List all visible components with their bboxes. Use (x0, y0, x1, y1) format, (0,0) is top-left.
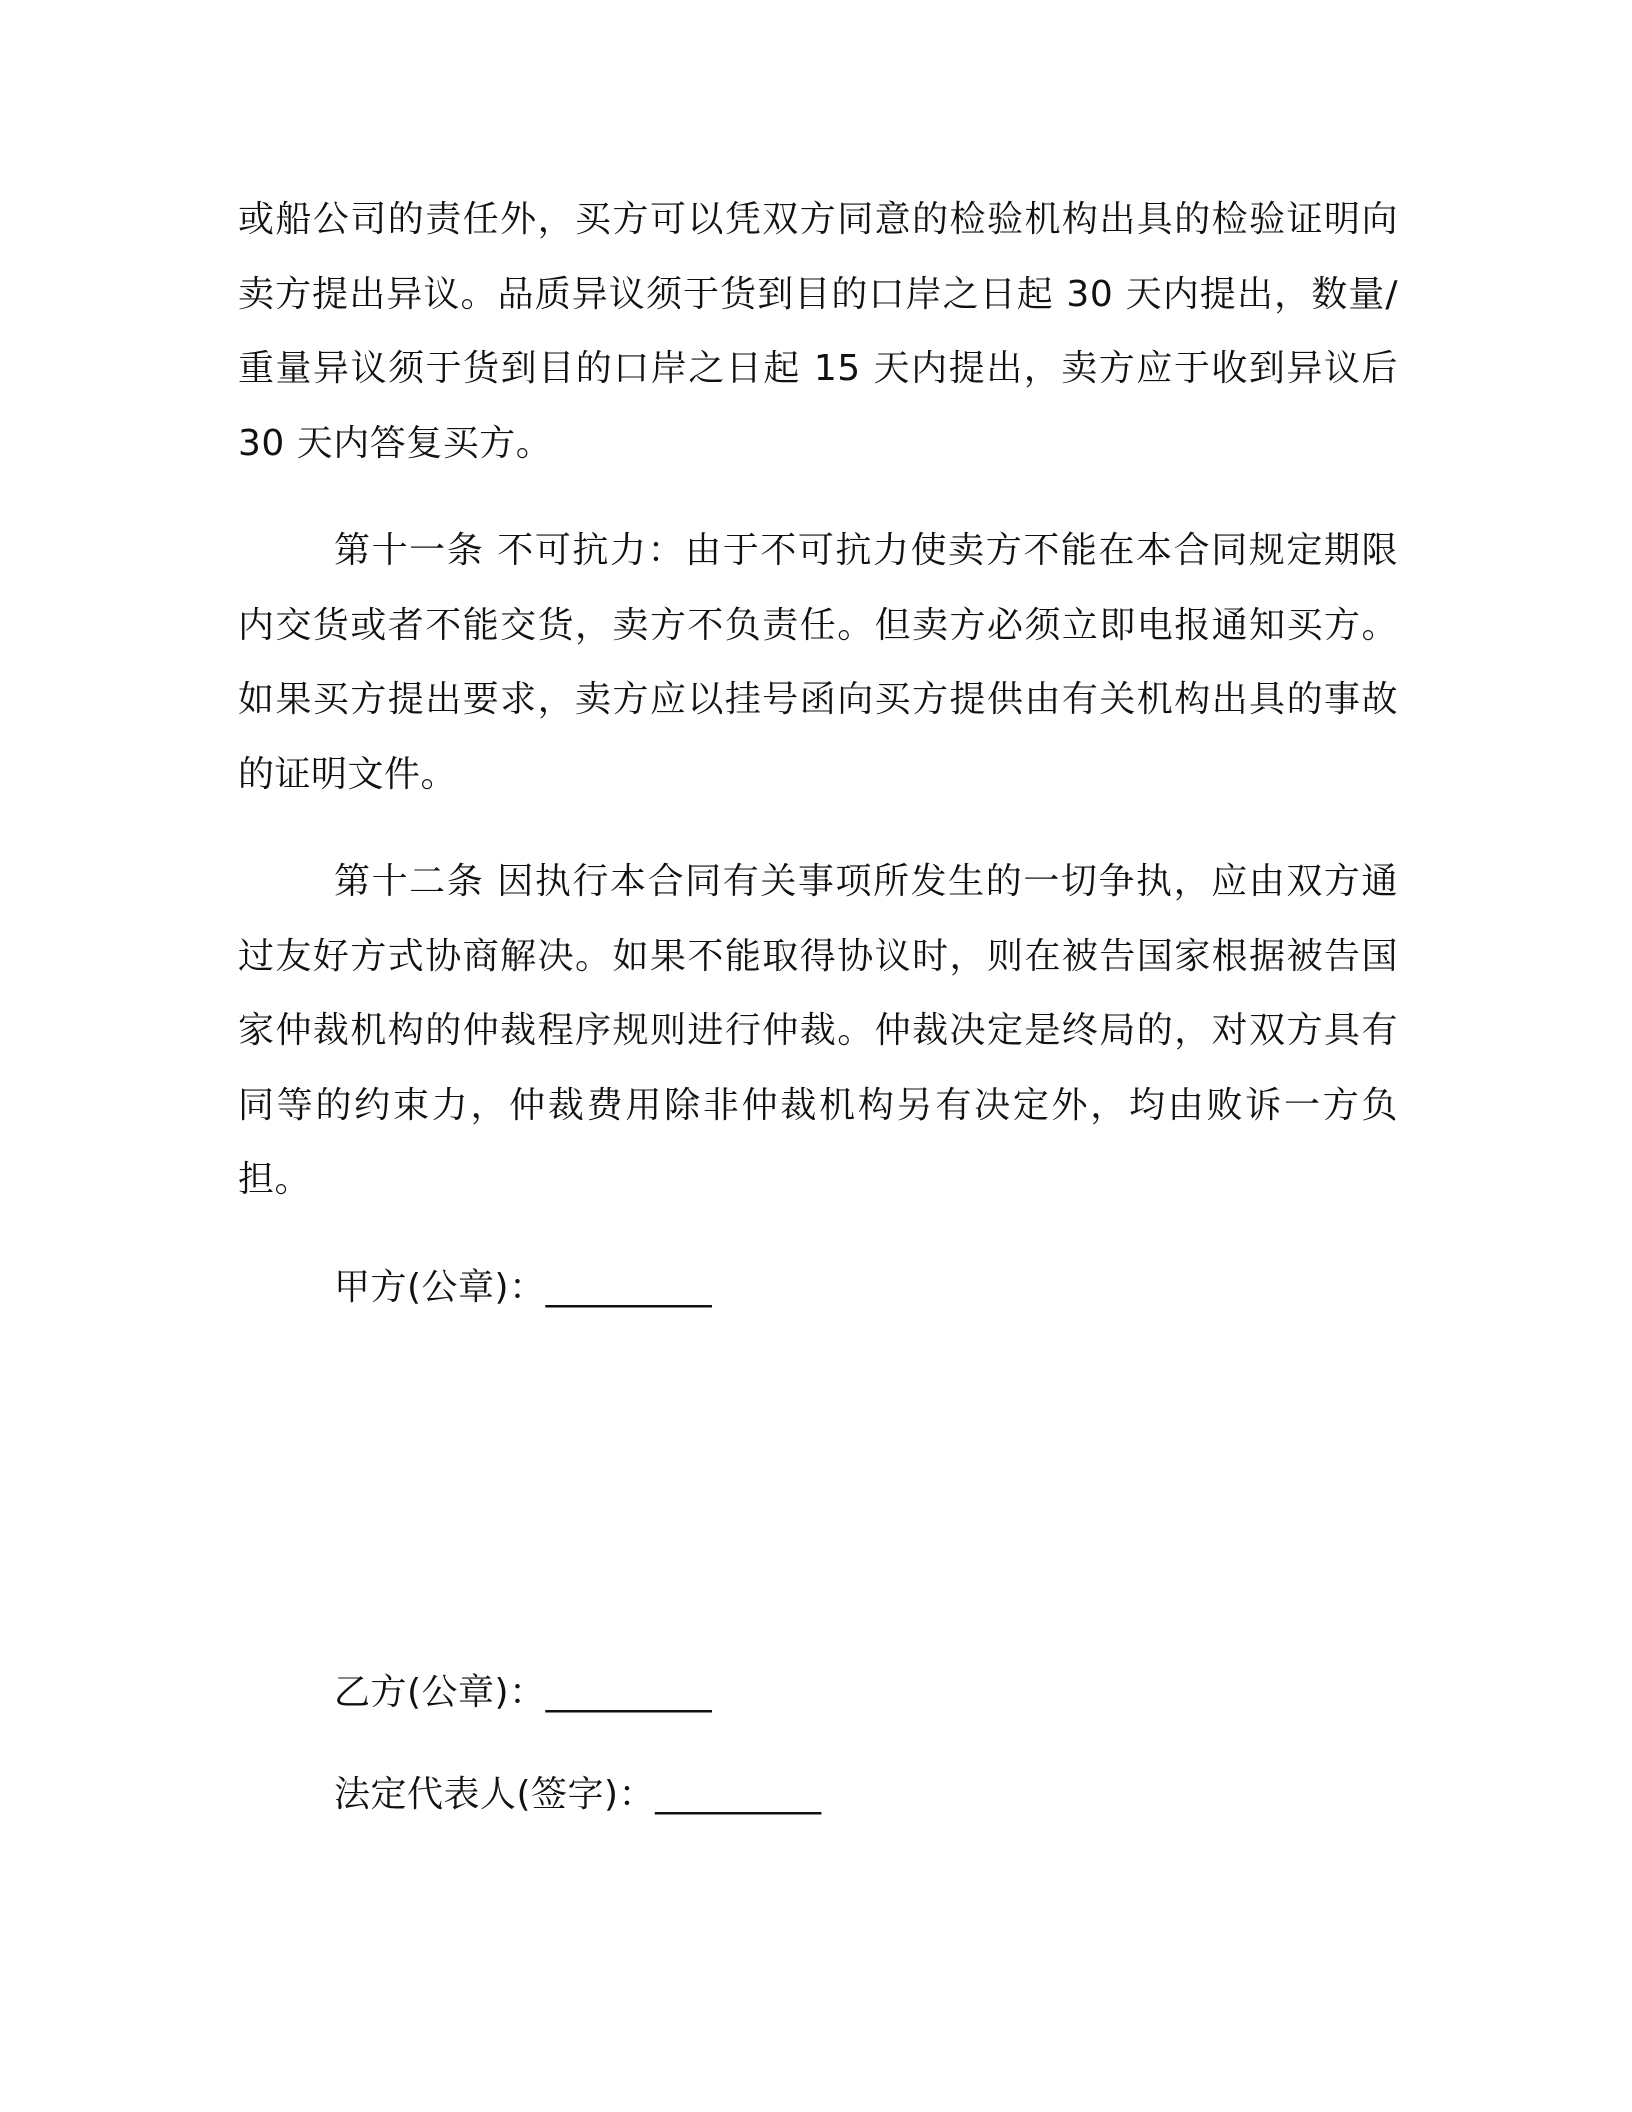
signature-party-b: 乙方(公章)：_________ (334, 1672, 713, 1713)
document-body (238, 183, 1398, 1832)
paragraph-article-11-force-majeure: 第十一条 不可抗力：由于不可抗力使卖方不能在本合同规定期限内交货或者不能交货，卖方不负责任。但卖方必须立即电报通知买方。如果买方提出要求，卖方应以挂号函向买方提供由有关机构出具的事故的证明文件。 (238, 530, 1398, 795)
signature-party-a: 甲方(公章)：_________ (334, 1266, 713, 1308)
paragraph-spacer (238, 481, 1398, 514)
signature-spacer (238, 1325, 1398, 1656)
paragraph-inspection-claims: 或船公司的责任外，买方可以凭双方同意的检验机构出具的检验证明向卖方提出异议。品质异议须于货到目的口岸之日起 30 天内提出，数量/重量异议须于货到目的口岸之日起 15 天内提出，卖方应于收到异议后 30 天内答复买方。 (238, 199, 1398, 464)
paragraph-article-12-arbitration: 第十二条 因执行本合同有关事项所发生的一切争执，应由双方通过友好方式协商解决。如果不能取得协议时，则在被告国家根据被告国家仲裁机构的仲裁程序规则进行仲裁。仲裁决定是终局的，对双方具有同等的约束力，仲裁费用除非仲裁机构另有决定外，均由败诉一方负担。 (238, 861, 1398, 1200)
paragraph-spacer (238, 812, 1398, 845)
signature-spacer (238, 1731, 1398, 1758)
paragraph-spacer (238, 1218, 1398, 1251)
signature-legal-representative: 法定代表人(签字)：_________ (334, 1773, 822, 1815)
